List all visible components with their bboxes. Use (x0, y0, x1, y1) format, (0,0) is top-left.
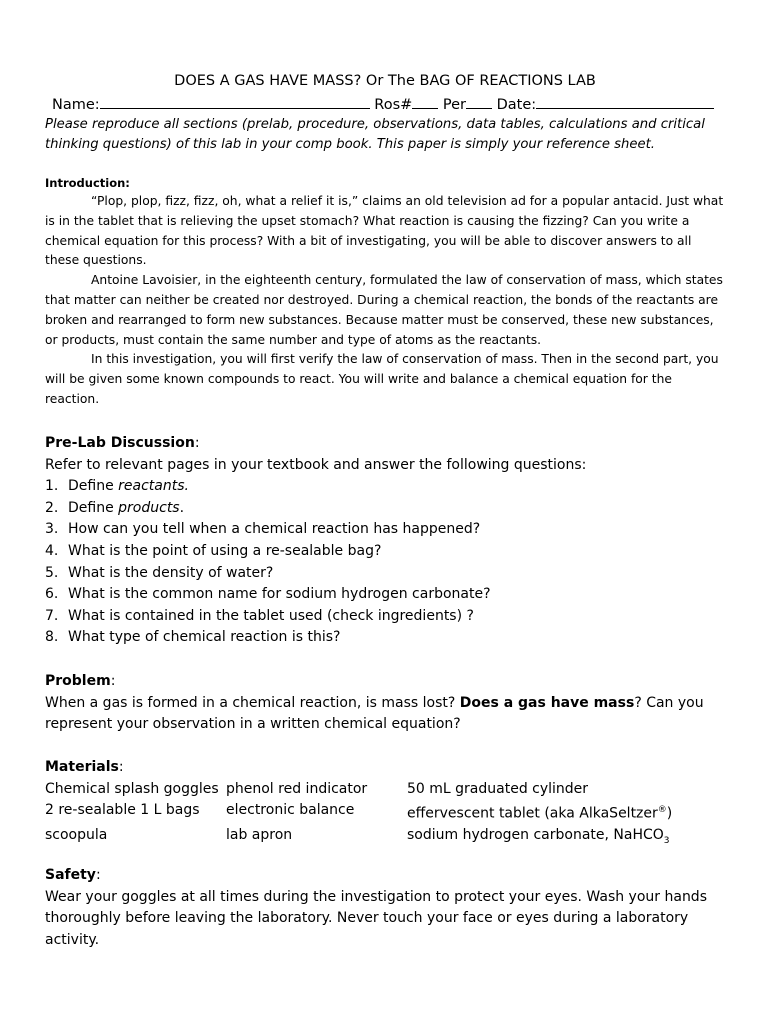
materials-list (45, 779, 735, 853)
ros-blank[interactable] (412, 94, 438, 109)
intro-paragraph: In this investigation, you will first verify the law of conservation of mass. Then in the second part, you will be given some known compounds to react. You will write and balance a chemical equation for the reaction. (45, 352, 719, 406)
materials-heading: Materials (45, 759, 119, 775)
introduction-heading: Introduction: (45, 176, 130, 190)
prelab-section (45, 433, 735, 649)
prelab-intro: Refer to relevant pages in your textbook and answer the following questions: (45, 456, 587, 473)
list-number: 8. (45, 629, 59, 646)
prelab-questions (45, 476, 735, 649)
safety-colon: : (95, 867, 101, 883)
materials-section (45, 757, 735, 853)
list-item (45, 563, 735, 585)
student-info-line (52, 94, 722, 115)
per-label: Per (442, 97, 466, 113)
material-item: 2 re-sealable 1 L bags (45, 802, 200, 819)
problem-colon: : (110, 673, 116, 689)
list-item (45, 519, 735, 541)
name-blank[interactable] (100, 94, 370, 109)
material-item-text: sodium hydrogen carbonate, NaHCO (407, 827, 664, 844)
material-item: lab apron (226, 827, 293, 844)
introduction-body (45, 192, 728, 410)
question-punct: . (179, 499, 185, 516)
safety-heading: Safety (45, 867, 96, 883)
list-item (45, 584, 735, 606)
material-item: Chemical splash goggles (45, 780, 219, 797)
intro-paragraph: Antoine Lavoisier, in the eighteenth century, formulated the law of conservation of mass, which states that matter can neither be created nor destroyed. During a chemical reaction, the bonds of the reactants are broken and rearranged to form new substances. Because matter must be conserved, these new substances, or products, must contain the same number and type of atoms as the reactants. (45, 273, 723, 347)
material-item (407, 825, 707, 852)
material-item-text: effervescent tablet (aka AlkaSeltzer (407, 805, 658, 822)
question-text: How can you tell when a chemical reaction has happened? (68, 521, 481, 538)
material-item: phenol red indicator (226, 780, 368, 797)
subscript-three: 3 (663, 836, 670, 847)
list-item (45, 476, 735, 498)
material-item: 50 mL graduated cylinder (407, 780, 589, 797)
question-term: products (118, 499, 180, 516)
per-blank[interactable] (466, 94, 492, 109)
material-item: scoopula (45, 827, 108, 844)
document-title: DOES A GAS HAVE MASS? Or The BAG OF REACTIONS LAB (174, 73, 596, 89)
question-text: What is the common name for sodium hydrogen carbonate? (68, 586, 491, 603)
reference-note: Please reproduce all sections (prelab, procedure, observations, data tables, calculations and critical thinking questions) of this lab in your comp book. This paper is simply your reference sheet. (45, 117, 705, 152)
list-number: 2. (45, 499, 59, 516)
ros-label: Ros# (374, 97, 413, 113)
date-blank[interactable] (536, 94, 714, 109)
prelab-colon: : (194, 435, 200, 451)
date-label: Date: (496, 97, 537, 113)
problem-heading: Problem (45, 673, 111, 689)
material-item (407, 800, 707, 825)
list-number: 6. (45, 586, 59, 603)
list-number: 5. (45, 564, 59, 581)
material-item-close: ) (666, 805, 673, 822)
problem-text-after: ? Can you represent your observation in a written chemical equation? (45, 694, 704, 733)
prelab-heading: Pre-Lab Discussion (45, 435, 195, 451)
materials-colon: : (118, 759, 124, 775)
list-item (45, 606, 735, 628)
question-text: What is contained in the tablet used (check ingredients) ? (68, 607, 474, 624)
question-term: reactants. (118, 478, 189, 495)
list-number: 1. (45, 478, 59, 495)
problem-text (45, 693, 735, 736)
intro-paragraph: “Plop, plop, fizz, fizz, oh, what a relief it is,” claims an old television ad for a popular antacid. Just what is in the tablet that is relieving the upset stomach? What reaction is causing the fizzing? Can you write a chemical equation for this process? With a bit of investigating, you will be able to discover answers to all these questions. (45, 194, 724, 268)
question-text: What is the point of using a re-sealable bag? (68, 542, 382, 559)
list-item (45, 627, 735, 649)
question-text: Define (68, 478, 119, 495)
safety-text: Wear your goggles at all times during the investigation to protect your eyes. Wash your hands thoroughly before leaving the laboratory. Never touch your face or eyes during a laboratory activity. (45, 888, 707, 948)
problem-section (45, 671, 735, 736)
question-text: Define (68, 499, 119, 516)
list-number: 7. (45, 607, 59, 624)
name-label: Name: (52, 97, 100, 113)
question-text: What is the density of water? (68, 564, 274, 581)
material-item: electronic balance (226, 802, 355, 819)
list-number: 3. (45, 521, 59, 538)
problem-bold-question: Does a gas have mass (459, 694, 635, 711)
list-item (45, 498, 735, 520)
problem-text-before: When a gas is formed in a chemical reaction, is mass lost? (45, 694, 460, 711)
list-number: 4. (45, 542, 59, 559)
registered-mark: ® (657, 805, 667, 816)
question-text: What type of chemical reaction is this? (68, 629, 341, 646)
safety-section (45, 865, 735, 951)
list-item (45, 541, 735, 563)
